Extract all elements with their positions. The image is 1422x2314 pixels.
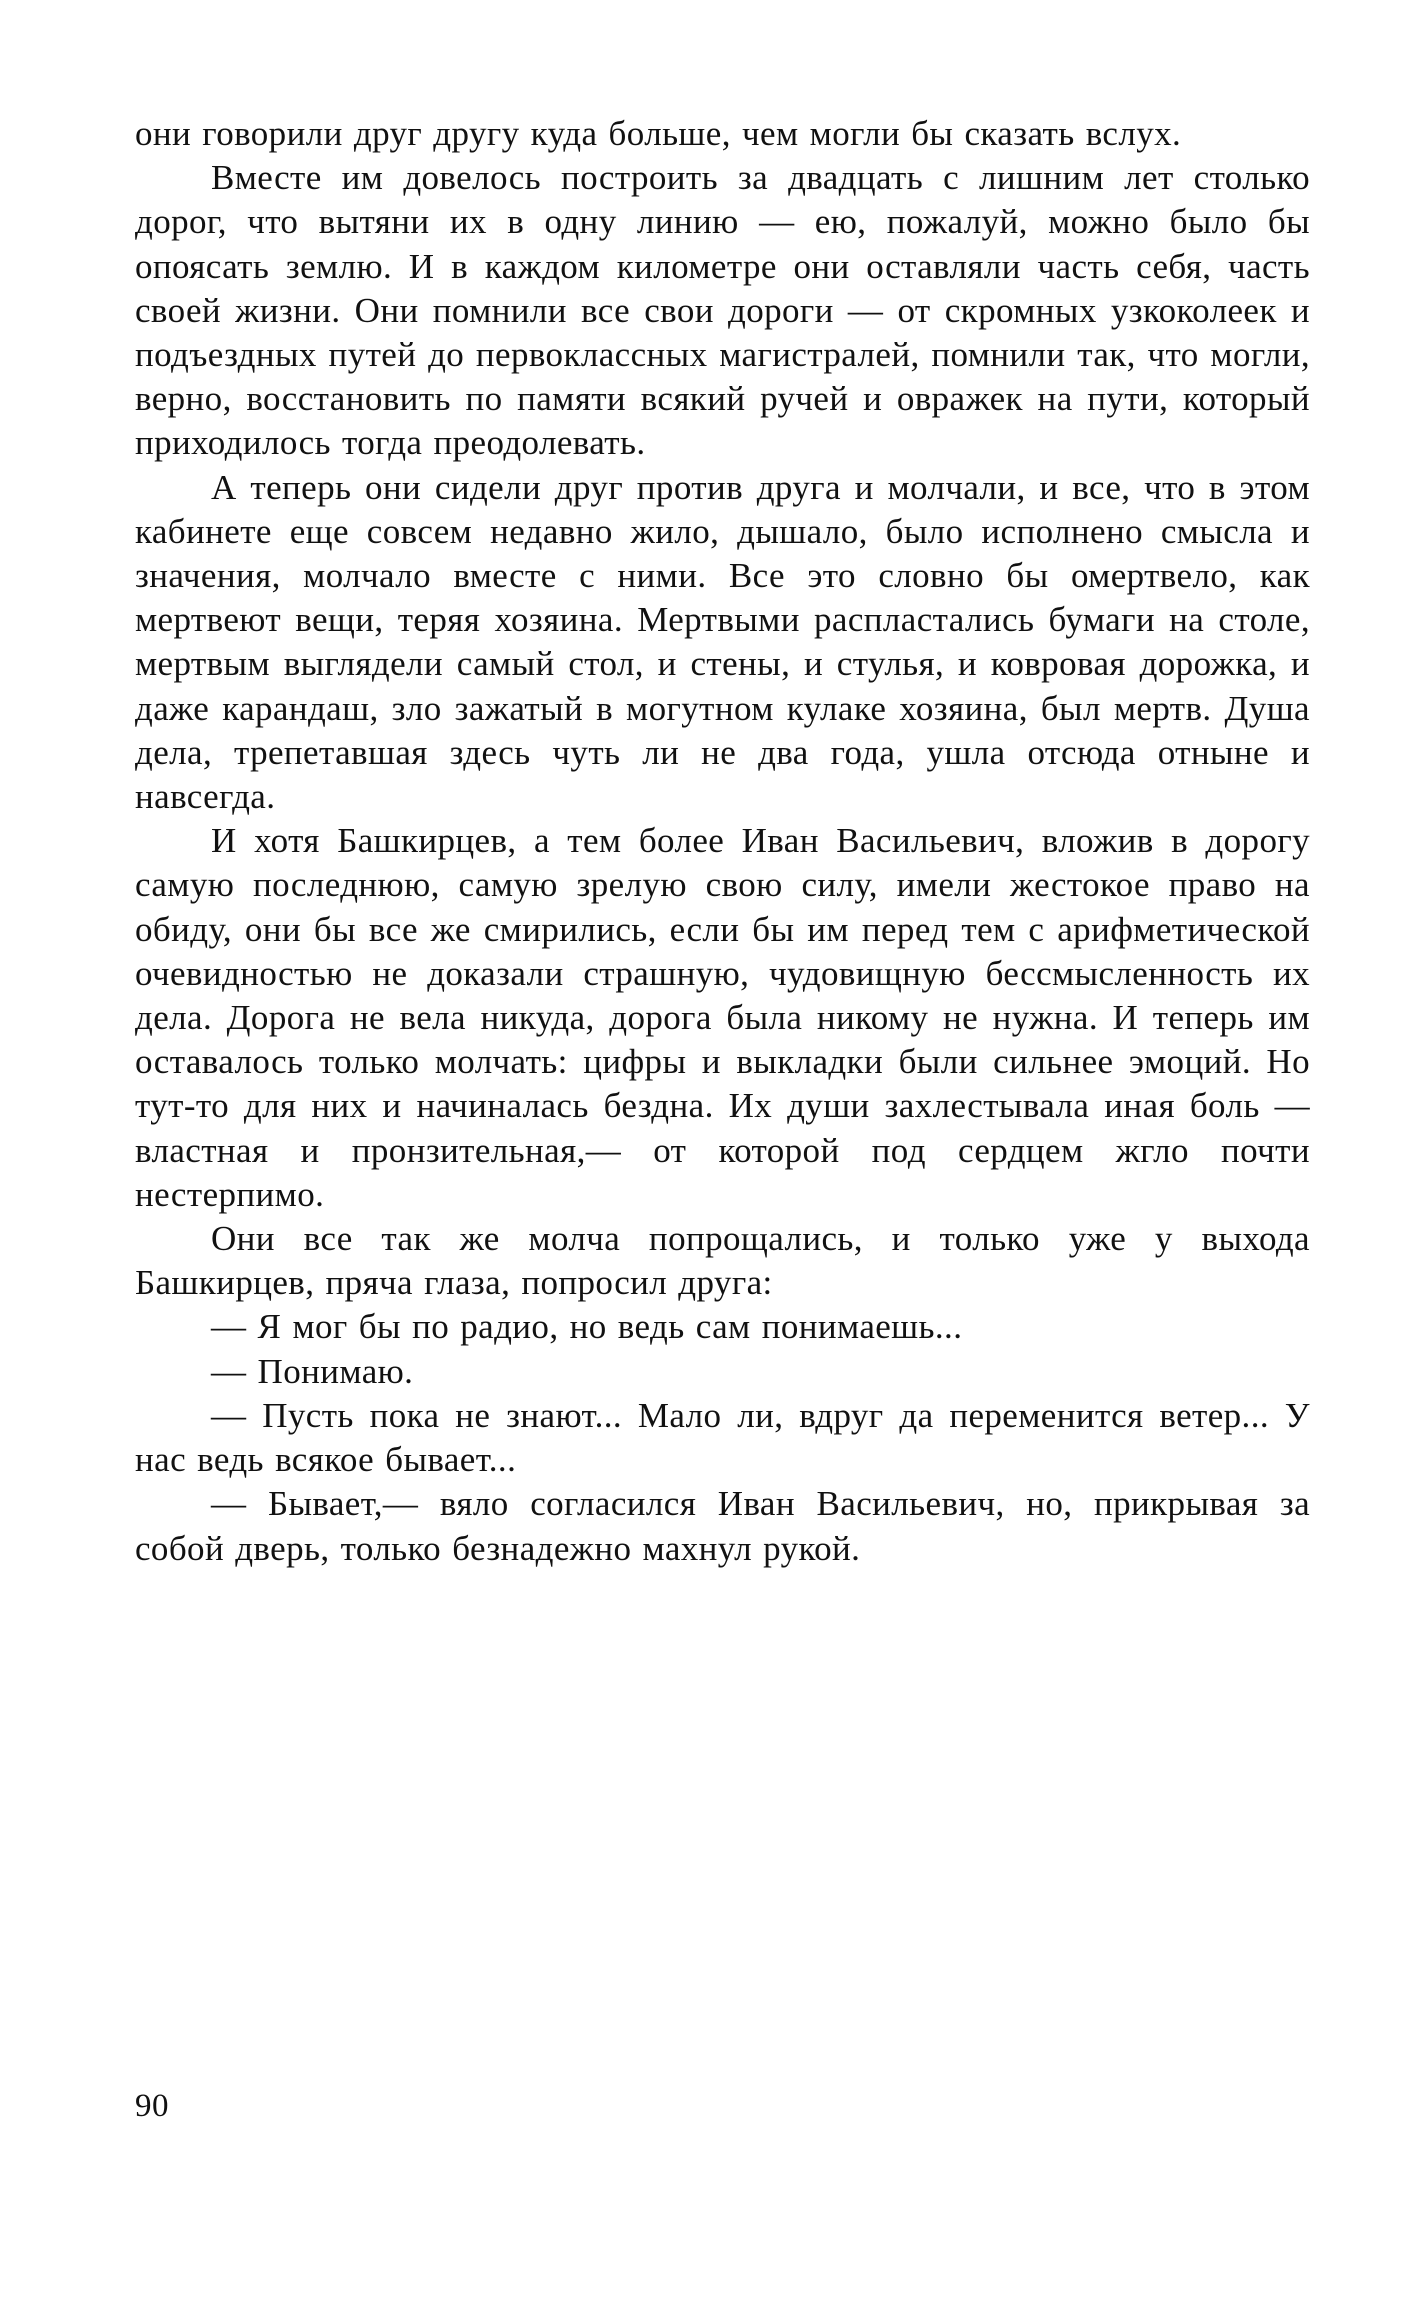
paragraph-roads: Вместе им довелось построить за двадцать с лишним лет столько дорог, что вытяни их в одну линию — ею, пожалуй, можно было бы опоясать землю. И в каждом километре они оставляли часть себя, часть своей жизни. Они помнили все свои дороги — от скромных узкоколеек и подъездных путей до первоклассных магистралей, помнили так, что могли, верно, восстановить по памяти всякий ручей и овражек на пути, который приходилось тогда преодолевать. [135,158,1310,463]
dialogue-line: — Понимаю. [211,1351,414,1391]
dialogue-line: — Я мог бы по радио, но ведь сам понимаешь... [211,1307,963,1347]
page-number: 90 [135,2088,169,2124]
paragraph-farewell: Они все так же молча попрощались, и только уже у выхода Башкирцев, пряча глаза, попросил друга: [135,1219,1310,1303]
paragraph-continuation: они говорили друг другу куда больше, чем могли бы сказать вслух. [135,114,1182,153]
body-text [135,112,1310,1571]
paragraph-bashkirtsev: И хотя Башкирцев, а тем более Иван Васильевич, вложив в дорогу самую последнюю, самую зрелую свою силу, имели жестокое право на обиду, они бы все же смирились, если бы им перед тем с арифметической очевидностью не доказали страшную, чудовищную бессмысленность их дела. Дорога не вела никуда, дорога была никому не нужна. И теперь им оставалось только молчать: цифры и выкладки были сильнее эмоций. Но тут-то для них и начиналась бездна. Их души захлестывала иная боль — властная и пронзительная,— от которой под сердцем жгло почти нестерпимо. [135,821,1310,1214]
paragraph-silence: А теперь они сидели друг против друга и молчали, и все, что в этом кабинете еще совсем недавно жило, дышало, было исполнено смысла и значения, молчало вместе с ними. Все это словно бы омертвело, как мертвеют вещи, теряя хозяина. Мертвыми распластались бумаги на столе, мертвым выглядели самый стол, и стены, и стулья, и ковровая дорожка, и даже карандаш, зло зажатый в могутном кулаке хозяина, был мертв. Душа дела, трепетавшая здесь чуть ли не два года, ушла отсюда отныне и навсегда. [135,467,1310,817]
dialogue-line: — Пусть пока не знают... Мало ли, вдруг да переменится ветер... У нас ведь всякое бывает... [135,1395,1310,1480]
dialogue-line: — Бывает,— вяло согласился Иван Васильевич, но, прикрывая за собой дверь, только безнадежно махнул рукой. [135,1484,1310,1568]
